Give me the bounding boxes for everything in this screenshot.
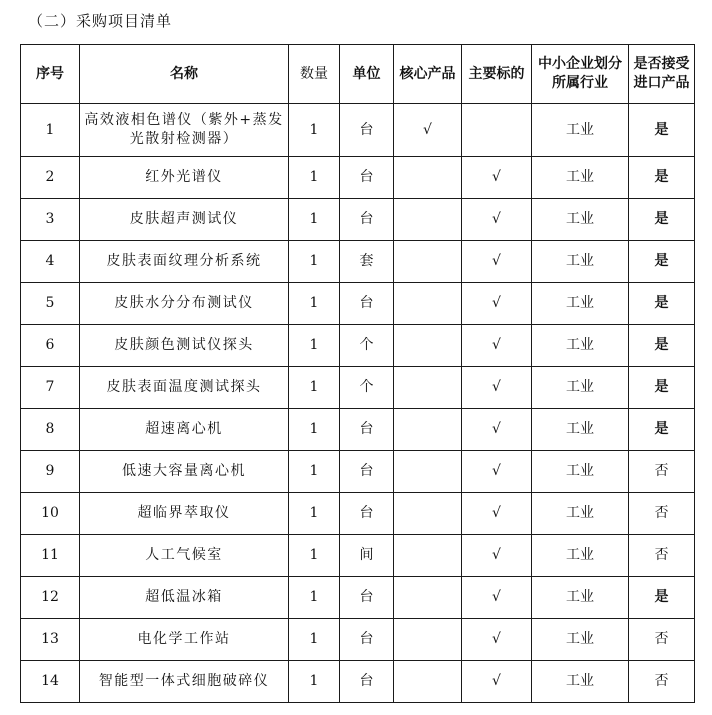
cell-main: √ (462, 409, 532, 451)
cell-industry: 工业 (532, 241, 629, 283)
header-main: 主要标的 (462, 45, 532, 104)
cell-industry: 工业 (532, 535, 629, 577)
cell-main: √ (462, 325, 532, 367)
cell-import: 是 (629, 104, 695, 157)
cell-name: 皮肤颜色测试仪探头 (80, 325, 289, 367)
section-title: （二）采购项目清单 (28, 12, 173, 30)
cell-core (394, 367, 462, 409)
cell-no: 8 (21, 409, 80, 451)
cell-name: 低速大容量离心机 (80, 451, 289, 493)
cell-main (462, 104, 532, 157)
cell-name: 超低温冰箱 (80, 577, 289, 619)
header-no: 序号 (21, 45, 80, 104)
cell-main: √ (462, 367, 532, 409)
cell-no: 12 (21, 577, 80, 619)
cell-main: √ (462, 577, 532, 619)
cell-import: 是 (629, 283, 695, 325)
cell-qty: 1 (289, 535, 340, 577)
cell-unit: 台 (340, 451, 394, 493)
cell-main: √ (462, 661, 532, 703)
cell-core (394, 157, 462, 199)
cell-no: 9 (21, 451, 80, 493)
cell-qty: 1 (289, 661, 340, 703)
cell-unit: 台 (340, 493, 394, 535)
cell-qty: 1 (289, 619, 340, 661)
cell-unit: 台 (340, 157, 394, 199)
cell-name: 皮肤表面纹理分析系统 (80, 241, 289, 283)
cell-main: √ (462, 241, 532, 283)
cell-import: 否 (629, 493, 695, 535)
cell-import: 否 (629, 535, 695, 577)
table-row (21, 157, 695, 199)
cell-no: 14 (21, 661, 80, 703)
cell-unit: 个 (340, 325, 394, 367)
cell-name: 智能型一体式细胞破碎仪 (80, 661, 289, 703)
cell-name: 超临界萃取仪 (80, 493, 289, 535)
cell-no: 7 (21, 367, 80, 409)
table-row (21, 104, 695, 157)
cell-qty: 1 (289, 157, 340, 199)
table-row (21, 535, 695, 577)
cell-import: 是 (629, 325, 695, 367)
cell-main: √ (462, 283, 532, 325)
cell-unit: 台 (340, 661, 394, 703)
cell-import: 是 (629, 157, 695, 199)
cell-core (394, 493, 462, 535)
cell-qty: 1 (289, 199, 340, 241)
cell-core (394, 619, 462, 661)
header-industry: 中小企业划分所属行业 (532, 45, 629, 104)
cell-industry: 工业 (532, 619, 629, 661)
cell-no: 13 (21, 619, 80, 661)
cell-no: 1 (21, 104, 80, 157)
cell-qty: 1 (289, 367, 340, 409)
cell-main: √ (462, 535, 532, 577)
cell-qty: 1 (289, 325, 340, 367)
cell-industry: 工业 (532, 577, 629, 619)
cell-industry: 工业 (532, 493, 629, 535)
table-row (21, 577, 695, 619)
cell-industry: 工业 (532, 325, 629, 367)
cell-core: √ (394, 104, 462, 157)
cell-main: √ (462, 493, 532, 535)
header-name: 名称 (80, 45, 289, 104)
cell-industry: 工业 (532, 104, 629, 157)
cell-name: 皮肤表面温度测试探头 (80, 367, 289, 409)
cell-qty: 1 (289, 577, 340, 619)
cell-import: 是 (629, 409, 695, 451)
cell-name: 皮肤水分分布测试仪 (80, 283, 289, 325)
cell-import: 否 (629, 619, 695, 661)
cell-industry: 工业 (532, 199, 629, 241)
cell-import: 否 (629, 661, 695, 703)
cell-name: 超速离心机 (80, 409, 289, 451)
cell-import: 是 (629, 241, 695, 283)
cell-unit: 台 (340, 577, 394, 619)
cell-qty: 1 (289, 104, 340, 157)
header-core: 核心产品 (394, 45, 462, 104)
cell-industry: 工业 (532, 367, 629, 409)
table-row (21, 661, 695, 703)
cell-import: 否 (629, 451, 695, 493)
cell-main: √ (462, 157, 532, 199)
procurement-table (20, 44, 695, 703)
header-import: 是否接受进口产品 (629, 45, 695, 104)
cell-industry: 工业 (532, 283, 629, 325)
header-unit: 单位 (340, 45, 394, 104)
cell-core (394, 535, 462, 577)
cell-name: 高效液相色谱仪（紫外+蒸发光散射检测器） (80, 104, 289, 157)
cell-name: 人工气候室 (80, 535, 289, 577)
cell-unit: 台 (340, 104, 394, 157)
cell-unit: 个 (340, 367, 394, 409)
cell-name: 皮肤超声测试仪 (80, 199, 289, 241)
table-row (21, 409, 695, 451)
cell-qty: 1 (289, 493, 340, 535)
cell-qty: 1 (289, 241, 340, 283)
table-row (21, 199, 695, 241)
cell-core (394, 283, 462, 325)
table-row (21, 241, 695, 283)
cell-no: 2 (21, 157, 80, 199)
table-row (21, 619, 695, 661)
cell-no: 5 (21, 283, 80, 325)
cell-industry: 工业 (532, 661, 629, 703)
cell-industry: 工业 (532, 409, 629, 451)
cell-qty: 1 (289, 283, 340, 325)
cell-core (394, 577, 462, 619)
cell-main: √ (462, 619, 532, 661)
cell-core (394, 409, 462, 451)
cell-core (394, 451, 462, 493)
table-row (21, 367, 695, 409)
table-row (21, 283, 695, 325)
cell-unit: 台 (340, 283, 394, 325)
cell-import: 是 (629, 577, 695, 619)
table-header-row (21, 45, 695, 104)
cell-qty: 1 (289, 451, 340, 493)
table-row (21, 493, 695, 535)
table-row (21, 325, 695, 367)
cell-core (394, 199, 462, 241)
cell-name: 红外光谱仪 (80, 157, 289, 199)
cell-unit: 套 (340, 241, 394, 283)
cell-no: 10 (21, 493, 80, 535)
cell-industry: 工业 (532, 451, 629, 493)
cell-name: 电化学工作站 (80, 619, 289, 661)
cell-no: 3 (21, 199, 80, 241)
table-body (21, 104, 695, 703)
table-row (21, 451, 695, 493)
cell-core (394, 325, 462, 367)
cell-unit: 台 (340, 199, 394, 241)
cell-main: √ (462, 199, 532, 241)
cell-core (394, 661, 462, 703)
cell-import: 是 (629, 367, 695, 409)
header-qty: 数量 (289, 45, 340, 104)
cell-unit: 间 (340, 535, 394, 577)
cell-import: 是 (629, 199, 695, 241)
cell-no: 11 (21, 535, 80, 577)
cell-no: 6 (21, 325, 80, 367)
cell-unit: 台 (340, 619, 394, 661)
cell-qty: 1 (289, 409, 340, 451)
cell-no: 4 (21, 241, 80, 283)
cell-main: √ (462, 451, 532, 493)
cell-industry: 工业 (532, 157, 629, 199)
cell-unit: 台 (340, 409, 394, 451)
cell-core (394, 241, 462, 283)
